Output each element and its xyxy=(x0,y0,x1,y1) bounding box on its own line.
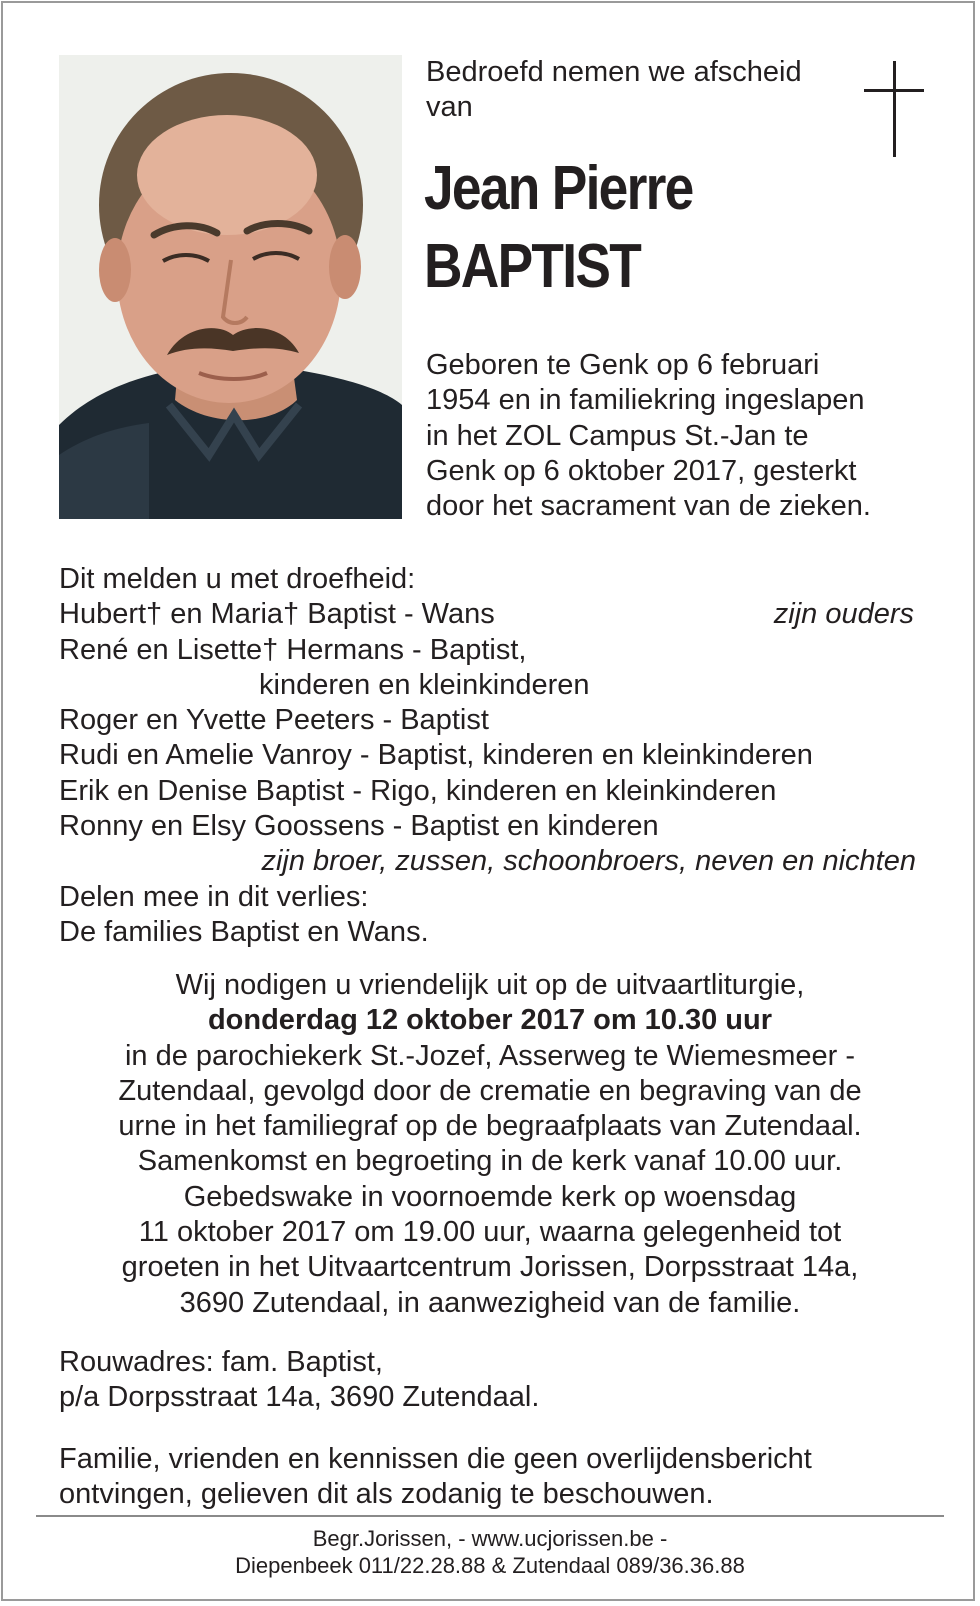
last-name: BAPTIST xyxy=(424,232,641,301)
siblings-role: zijn broer, zussen, schoonbroers, neven en nichten xyxy=(261,845,916,878)
invitation-line: Zutendaal, gevolgd door de crematie en begraving van de xyxy=(118,1074,862,1107)
birth-line: door het sacrament van de zieken. xyxy=(426,490,871,523)
family-sibling: Rudi en Amelie Vanroy - Baptist, kinderen en kleinkinderen xyxy=(59,739,813,772)
address-line: Rouwadres: fam. Baptist, xyxy=(59,1346,383,1378)
invitation-line: in de parochiekerk St.-Jozef, Asserweg te Wiemesmeer - xyxy=(124,1039,856,1072)
families-line: De families Baptist en Wans. xyxy=(59,915,429,948)
family-intro: Dit melden u met droefheid: xyxy=(59,563,416,595)
family-sibling: Ronny en Elsy Goossens - Baptist en kinderen xyxy=(59,810,659,843)
notice-line: ontvingen, gelieven dit als zodanig te beschouwen. xyxy=(59,1478,714,1511)
deceased-name xyxy=(424,150,693,306)
intro-line: Bedroefd nemen we afscheid xyxy=(426,56,802,88)
invitation-line: 3690 Zutendaal, in aanwezigheid van de familie. xyxy=(179,1286,801,1319)
intro-text xyxy=(426,55,856,126)
intro-line: van xyxy=(426,91,473,124)
portrait-photo xyxy=(59,55,402,519)
funeral-invitation xyxy=(40,968,940,1321)
first-name: Jean Pierre xyxy=(424,154,693,223)
notice-line: Familie, vrienden en kennissen die geen overlijdensbericht xyxy=(59,1443,812,1475)
invitation-datetime: donderdag 12 oktober 2017 om 10.30 uur xyxy=(207,1004,773,1037)
footer-line: Begr.Jorissen, - www.ucjorissen.be - xyxy=(312,1526,668,1551)
invitation-line: urne in het familiegraf op de begraafplaats van Zutendaal. xyxy=(118,1110,862,1143)
family-sibling-continuation: kinderen en kleinkinderen xyxy=(259,668,590,701)
invitation-line: groeten in het Uitvaartcentrum Jorissen, Dorpsstraat 14a, xyxy=(121,1251,859,1284)
family-sibling: Erik en Denise Baptist - Rigo, kinderen en kleinkinderen xyxy=(59,774,777,807)
birth-line: Genk op 6 oktober 2017, gesterkt xyxy=(426,454,857,487)
birth-line: in het ZOL Campus St.-Jan te xyxy=(426,419,809,452)
birth-death-text xyxy=(426,348,926,524)
footer-divider xyxy=(36,1515,944,1517)
family-sibling: René en Lisette† Hermans - Baptist, xyxy=(59,633,527,666)
address-line: p/a Dorpsstraat 14a, 3690 Zutendaal. xyxy=(59,1381,540,1414)
birth-line: 1954 en in familiekring ingeslapen xyxy=(426,384,865,417)
family-list xyxy=(59,562,919,950)
birth-line: Geboren te Genk op 6 februari xyxy=(426,349,820,381)
mourning-address xyxy=(59,1345,919,1416)
share-intro: Delen mee in dit verlies: xyxy=(59,880,369,913)
invitation-line: Samenkomst en begroeting in de kerk vanaf 10.00 uur. xyxy=(137,1145,843,1178)
invitation-line: Gebedswake in voornoemde kerk op woensdag xyxy=(183,1180,797,1213)
parents-names: Hubert† en Maria† Baptist - Wans xyxy=(59,598,495,631)
family-parents xyxy=(59,597,919,632)
footer xyxy=(40,1525,940,1579)
notice-text xyxy=(59,1442,939,1513)
invitation-lead: Wij nodigen u vriendelijk uit op de uitvaartliturgie, xyxy=(175,969,805,1001)
family-sibling: Roger en Yvette Peeters - Baptist xyxy=(59,704,489,737)
parents-role: zijn ouders xyxy=(773,598,914,631)
footer-line: Diepenbeek 011/22.28.88 & Zutendaal 089/36.36.88 xyxy=(235,1553,745,1578)
portrait-illustration xyxy=(59,55,402,519)
cross-icon xyxy=(864,61,924,157)
invitation-line: 11 oktober 2017 om 19.00 uur, waarna gelegenheid tot xyxy=(138,1216,842,1249)
